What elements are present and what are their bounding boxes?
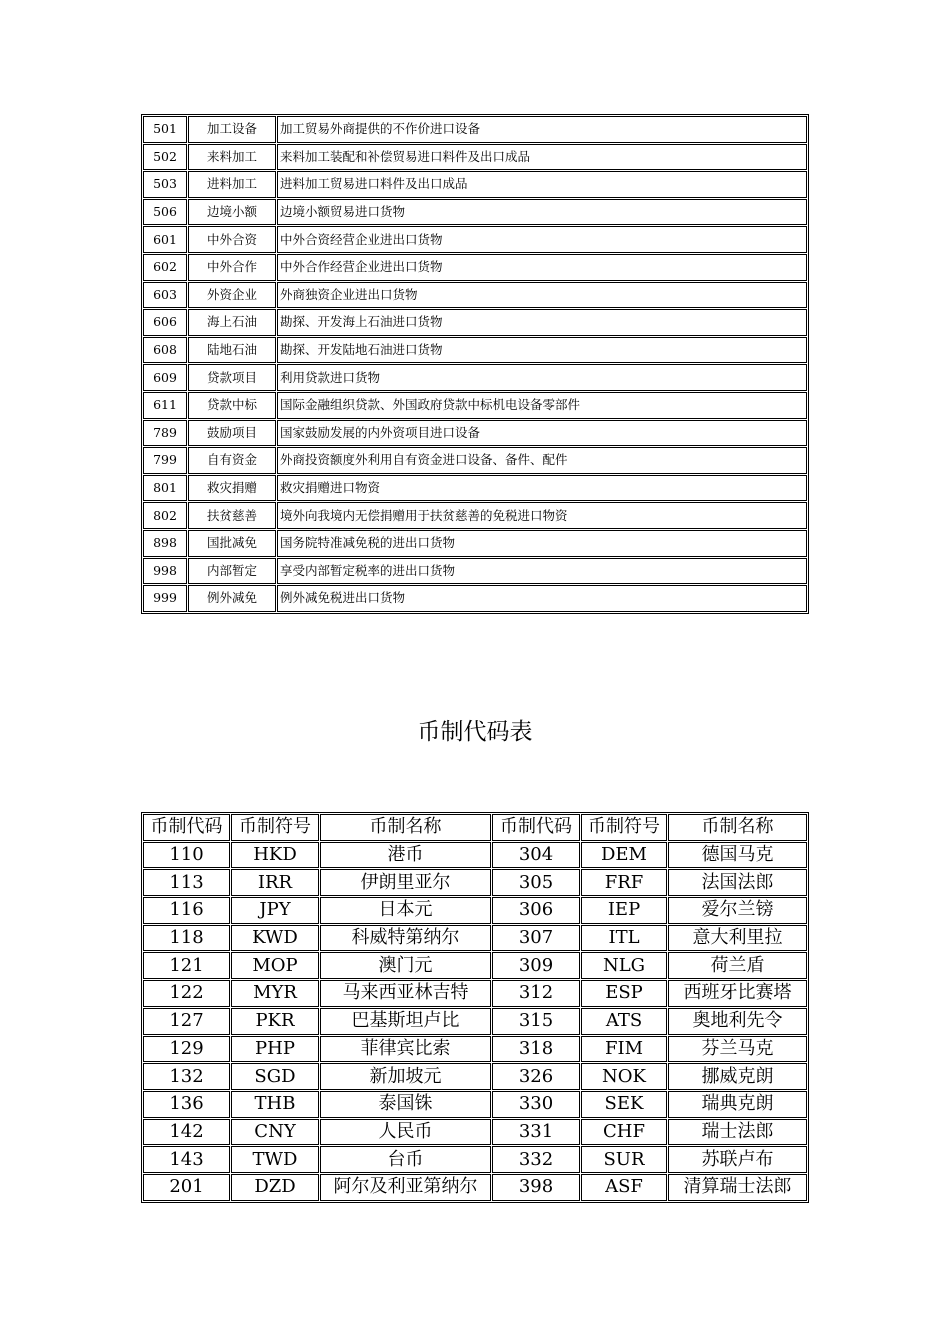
levy-code-cell: 789 [143,420,187,447]
currency-symbol-cell: ITL [581,925,667,952]
levy-desc-cell: 中外合作经营企业进出口货物 [277,254,807,281]
levy-desc-cell: 救灾捐赠进口物资 [277,475,807,502]
levy-code-cell: 601 [143,226,187,253]
currency-symbol-cell: CHF [581,1119,667,1146]
currency-code-cell: 304 [492,842,580,869]
currency-code-cell: 136 [143,1091,230,1118]
currency-code-cell: 113 [143,869,230,896]
levy-row [143,447,807,474]
currency-name-cell: 瑞典克朗 [668,1091,807,1118]
currency-name-cell: 阿尔及利亚第纳尔 [320,1174,491,1201]
currency-symbol-cell: PHP [231,1036,319,1063]
currency-name-cell: 西班牙比赛塔 [668,980,807,1007]
currency-name-cell: 芬兰马克 [668,1036,807,1063]
currency-code-table [141,812,809,1203]
levy-nature-table [141,114,809,614]
levy-desc-cell: 勘探、开发陆地石油进口货物 [277,337,807,364]
levy-row [143,558,807,585]
levy-name-cell: 来料加工 [188,144,276,171]
currency-name-cell: 日本元 [320,897,491,924]
currency-name-cell: 人民币 [320,1119,491,1146]
currency-code-cell: 143 [143,1146,230,1173]
currency-name-cell: 意大利里拉 [668,925,807,952]
currency-row [143,1063,807,1090]
levy-name-cell: 自有资金 [188,447,276,474]
currency-code-cell: 129 [143,1036,230,1063]
currency-symbol-cell: ESP [581,980,667,1007]
levy-desc-cell: 勘探、开发海上石油进口货物 [277,309,807,336]
levy-code-cell: 506 [143,199,187,226]
levy-row [143,585,807,612]
levy-name-cell: 进料加工 [188,171,276,198]
levy-desc-cell: 国务院特准减免税的进出口货物 [277,530,807,557]
currency-row [143,1091,807,1118]
levy-code-cell: 609 [143,364,187,391]
currency-row [143,897,807,924]
levy-name-cell: 海上石油 [188,309,276,336]
currency-name-cell: 泰国铢 [320,1091,491,1118]
currency-name-cell: 菲律宾比索 [320,1036,491,1063]
levy-name-cell: 内部暂定 [188,558,276,585]
levy-name-cell: 中外合资 [188,226,276,253]
currency-code-cell: 127 [143,1008,230,1035]
currency-name-cell: 爱尔兰镑 [668,897,807,924]
currency-symbol-cell: IRR [231,869,319,896]
currency-name-cell: 澳门元 [320,952,491,979]
levy-name-cell: 救灾捐赠 [188,475,276,502]
levy-row [143,337,807,364]
currency-symbol-cell: DEM [581,842,667,869]
levy-desc-cell: 进料加工贸易进口料件及出口成品 [277,171,807,198]
currency-symbol-cell: THB [231,1091,319,1118]
levy-desc-cell: 国家鼓励发展的内外资项目进口设备 [277,420,807,447]
currency-name-cell: 清算瑞士法郎 [668,1174,807,1201]
levy-row [143,226,807,253]
currency-code-cell: 306 [492,897,580,924]
currency-code-cell: 315 [492,1008,580,1035]
levy-desc-cell: 例外减免税进出口货物 [277,585,807,612]
levy-code-cell: 802 [143,502,187,529]
levy-desc-cell: 外商独资企业进出口货物 [277,282,807,309]
levy-row [143,364,807,391]
currency-symbol-cell: JPY [231,897,319,924]
currency-row [143,1036,807,1063]
currency-header-cell: 币制符号 [581,814,667,841]
currency-symbol-cell: SGD [231,1063,319,1090]
currency-header-cell: 币制名称 [668,814,807,841]
currency-name-cell: 新加坡元 [320,1063,491,1090]
levy-name-cell: 扶贫慈善 [188,502,276,529]
levy-name-cell: 外资企业 [188,282,276,309]
currency-symbol-cell: NOK [581,1063,667,1090]
levy-name-cell: 国批减免 [188,530,276,557]
levy-code-cell: 502 [143,144,187,171]
levy-name-cell: 贷款项目 [188,364,276,391]
currency-name-cell: 港币 [320,842,491,869]
levy-code-cell: 603 [143,282,187,309]
currency-name-cell: 巴基斯坦卢比 [320,1008,491,1035]
currency-code-cell: 307 [492,925,580,952]
currency-symbol-cell: HKD [231,842,319,869]
currency-name-cell: 伊朗里亚尔 [320,869,491,896]
currency-name-cell: 法国法郎 [668,869,807,896]
currency-symbol-cell: IEP [581,897,667,924]
levy-code-cell: 801 [143,475,187,502]
currency-code-cell: 142 [143,1119,230,1146]
levy-row [143,530,807,557]
levy-desc-cell: 享受内部暂定税率的进出口货物 [277,558,807,585]
currency-row [143,925,807,952]
levy-name-cell: 加工设备 [188,116,276,143]
currency-row [143,980,807,1007]
currency-row [143,952,807,979]
levy-row [143,199,807,226]
levy-name-cell: 陆地石油 [188,337,276,364]
currency-symbol-cell: MYR [231,980,319,1007]
currency-row [143,1119,807,1146]
currency-symbol-cell: SUR [581,1146,667,1173]
currency-code-cell: 331 [492,1119,580,1146]
currency-row [143,1174,807,1201]
currency-code-cell: 121 [143,952,230,979]
currency-code-cell: 330 [492,1091,580,1118]
currency-code-cell: 110 [143,842,230,869]
currency-symbol-cell: PKR [231,1008,319,1035]
currency-row [143,1008,807,1035]
levy-name-cell: 中外合作 [188,254,276,281]
levy-code-cell: 608 [143,337,187,364]
currency-code-cell: 118 [143,925,230,952]
currency-name-cell: 荷兰盾 [668,952,807,979]
currency-code-cell: 201 [143,1174,230,1201]
currency-header-cell: 币制符号 [231,814,319,841]
levy-row [143,254,807,281]
currency-code-cell: 332 [492,1146,580,1173]
currency-row [143,869,807,896]
currency-header-cell: 币制代码 [492,814,580,841]
levy-code-cell: 999 [143,585,187,612]
currency-symbol-cell: DZD [231,1174,319,1201]
levy-desc-cell: 来料加工装配和补偿贸易进口料件及出口成品 [277,144,807,171]
levy-row [143,475,807,502]
currency-name-cell: 瑞士法郎 [668,1119,807,1146]
currency-symbol-cell: ASF [581,1174,667,1201]
levy-code-cell: 503 [143,171,187,198]
currency-name-cell: 台币 [320,1146,491,1173]
levy-row [143,309,807,336]
levy-desc-cell: 中外合资经营企业进出口货物 [277,226,807,253]
levy-desc-cell: 外商投资额度外利用自有资金进口设备、备件、配件 [277,447,807,474]
levy-row [143,171,807,198]
currency-code-cell: 122 [143,980,230,1007]
levy-row [143,502,807,529]
levy-name-cell: 贷款中标 [188,392,276,419]
currency-symbol-cell: ATS [581,1008,667,1035]
currency-symbol-cell: FRF [581,869,667,896]
levy-row [143,144,807,171]
levy-row [143,116,807,143]
currency-table-title: 币制代码表 [417,719,533,745]
currency-header-row [143,814,807,841]
currency-name-cell: 马来西亚林吉特 [320,980,491,1007]
currency-code-cell: 398 [492,1174,580,1201]
levy-code-cell: 602 [143,254,187,281]
currency-code-cell: 309 [492,952,580,979]
currency-name-cell: 德国马克 [668,842,807,869]
currency-symbol-cell: TWD [231,1146,319,1173]
currency-symbol-cell: SEK [581,1091,667,1118]
currency-header-cell: 币制代码 [143,814,230,841]
levy-name-cell: 边境小额 [188,199,276,226]
levy-name-cell: 鼓励项目 [188,420,276,447]
levy-code-cell: 611 [143,392,187,419]
levy-desc-cell: 利用贷款进口货物 [277,364,807,391]
currency-symbol-cell: KWD [231,925,319,952]
levy-code-cell: 501 [143,116,187,143]
currency-row [143,842,807,869]
currency-name-cell: 挪威克朗 [668,1063,807,1090]
currency-symbol-cell: CNY [231,1119,319,1146]
levy-code-cell: 998 [143,558,187,585]
currency-name-cell: 科威特第纳尔 [320,925,491,952]
currency-symbol-cell: NLG [581,952,667,979]
levy-code-cell: 799 [143,447,187,474]
levy-desc-cell: 边境小额贸易进口货物 [277,199,807,226]
currency-code-cell: 305 [492,869,580,896]
currency-code-cell: 132 [143,1063,230,1090]
currency-row [143,1146,807,1173]
currency-code-cell: 116 [143,897,230,924]
levy-desc-cell: 国际金融组织贷款、外国政府贷款中标机电设备零部件 [277,392,807,419]
currency-code-cell: 312 [492,980,580,1007]
currency-name-cell: 奥地利先令 [668,1008,807,1035]
currency-symbol-cell: MOP [231,952,319,979]
currency-name-cell: 苏联卢布 [668,1146,807,1173]
levy-desc-cell: 加工贸易外商提供的不作价进口设备 [277,116,807,143]
levy-name-cell: 例外减免 [188,585,276,612]
levy-row [143,282,807,309]
levy-row [143,392,807,419]
currency-header-cell: 币制名称 [320,814,491,841]
currency-code-cell: 326 [492,1063,580,1090]
levy-code-cell: 898 [143,530,187,557]
levy-code-cell: 606 [143,309,187,336]
levy-row [143,420,807,447]
currency-symbol-cell: FIM [581,1036,667,1063]
levy-desc-cell: 境外向我境内无偿捐赠用于扶贫慈善的免税进口物资 [277,502,807,529]
currency-code-cell: 318 [492,1036,580,1063]
